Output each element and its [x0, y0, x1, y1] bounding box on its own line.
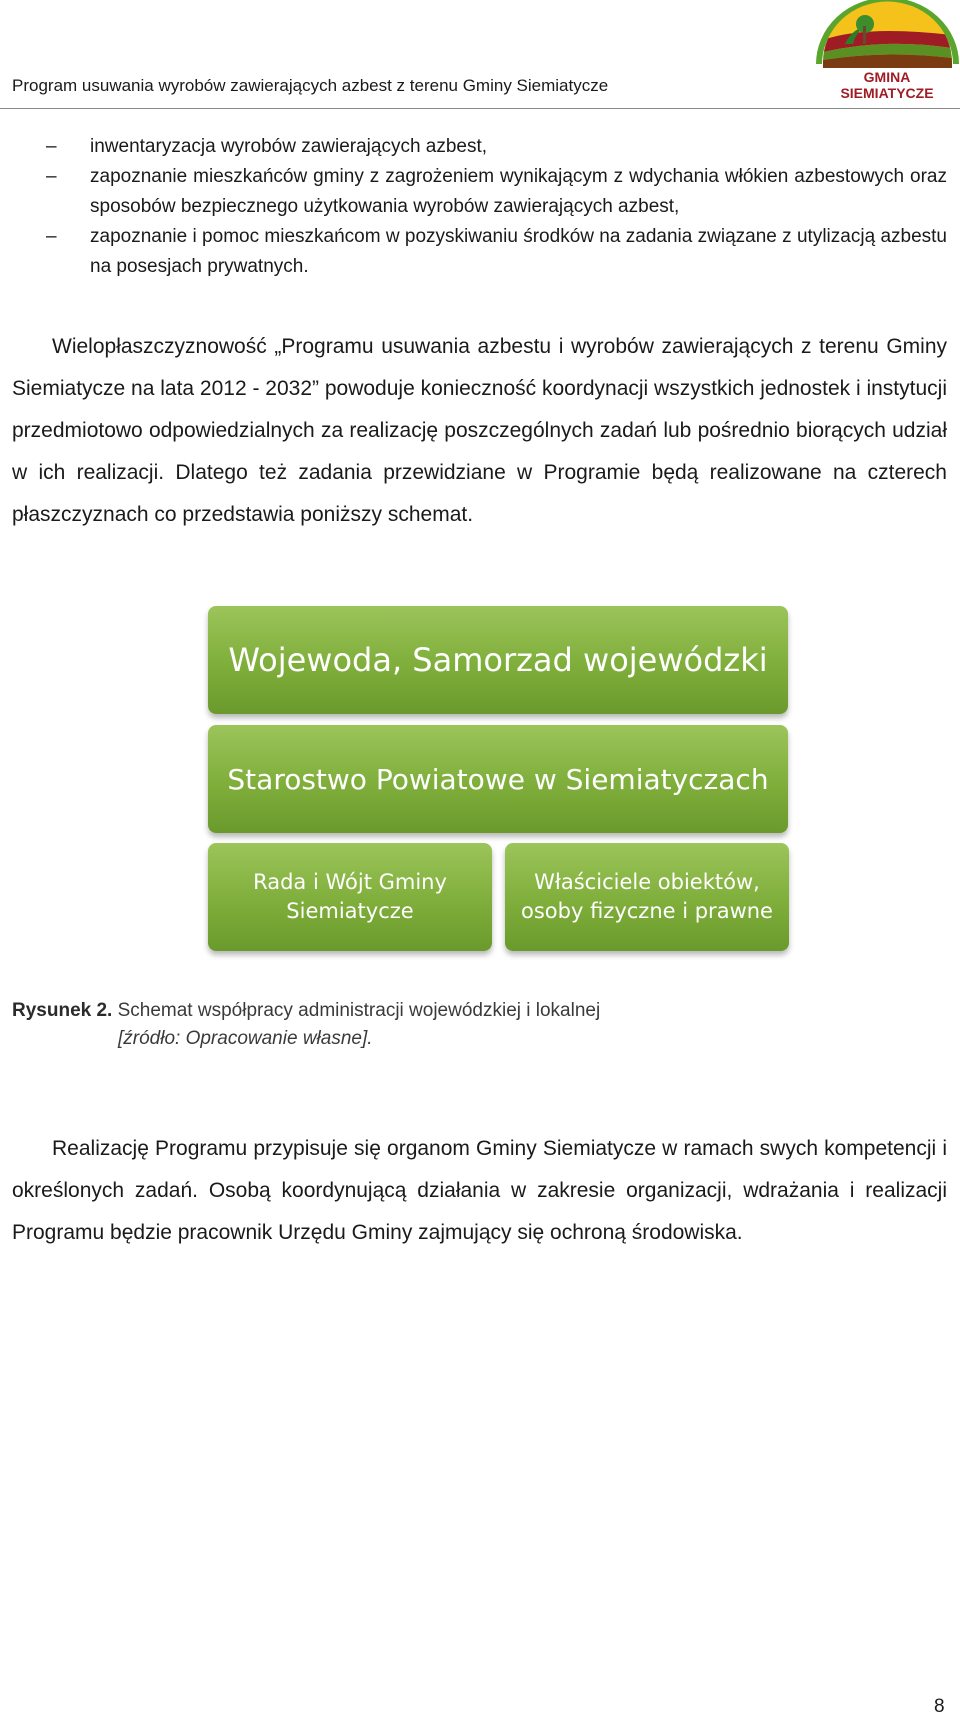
figure-caption-text: Schemat współpracy administracji wojewódzkiej i lokalnej [112, 1000, 601, 1021]
bullet-text: zapoznanie i pomoc mieszkańcom w pozyskiwaniu środków na zadania związane z utylizacją azbestu na posesjach prywatnych. [90, 226, 947, 277]
diagram-box-label: Starostwo Powiatowe w Siemiatyczach [227, 762, 769, 796]
diagram-box-label-line2: osoby fizyczne i prawne [521, 899, 773, 923]
header-divider [0, 108, 960, 109]
bullet-text: zapoznanie mieszkańców gminy z zagrożeniem wynikającym z wdychania włókien azbestowych oraz sposobów bezpiecznego użytkowania wyrobów zawierających azbest, [90, 166, 947, 217]
bullet-item [0, 162, 960, 222]
diagram-box-label-line2: Siemiatycze [286, 899, 414, 923]
bullet-item [0, 222, 960, 282]
logo-text-siemiatycze: SIEMIATYCZE [840, 85, 934, 101]
page-number: 8 [934, 1696, 945, 1717]
program-implementation-paragraph: Realizację Programu przypisuje się organom Gminy Siemiatycze w ramach swych kompetencji i określonych zadań. Osobą koordynującą działania w zakresie organizacji, wdrażania i realizacji Programu będzie pracownik Urzędu Gminy zajmujący się ochroną środowiska. [12, 1137, 947, 1244]
diagram-box-wojewoda [208, 606, 788, 714]
diagram-box-label-line1: Właściciele obiektów, [534, 870, 760, 894]
diagram-box-label: Wojewoda, Samorzad wojewódzki [228, 641, 768, 679]
task-bullet-list [0, 132, 960, 282]
diagram-box-wlasciciele [505, 843, 789, 951]
program-coordination-paragraph: Wielopłaszczyznowość „Programu usuwania azbestu i wyrobów zawierających z terenu Gminy Siemiatycze na lata 2012 - 2032” powoduje konieczność koordynacji wszystkich jednostek i instytucji przedmiotowo odpowiedzialnych za realizację poszczególnych zadań lub pośrednio biorących udział w ich realizacji. Dlatego też zadania przewidziane w Programie będą realizowane na czterech płaszczyznach co przedstawia poniższy schemat. [12, 335, 947, 526]
figure-caption-label: Rysunek 2. [12, 1000, 113, 1021]
gmina-siemiatycze-logo [815, 0, 960, 104]
bullet-dash: – [46, 136, 57, 157]
diagram-box-label-line1: Rada i Wójt Gminy [253, 870, 447, 894]
bullet-text: inwentaryzacja wyrobów zawierających azbest, [90, 136, 488, 157]
logo-text-gmina: GMINA [863, 69, 911, 85]
figure-caption [12, 998, 600, 1024]
diagram-box-rada-wojt [208, 843, 492, 951]
running-header: Program usuwania wyrobów zawierających azbest z terenu Gminy Siemiatycze [12, 76, 609, 95]
figure-caption-source: [źródło: Opracowanie własne]. [118, 1028, 373, 1049]
diagram-box-starostwo [208, 725, 788, 833]
bullet-item [0, 132, 960, 162]
bullet-dash: – [46, 166, 57, 187]
logo-emblem [815, 0, 960, 104]
bullet-dash: – [46, 226, 57, 247]
